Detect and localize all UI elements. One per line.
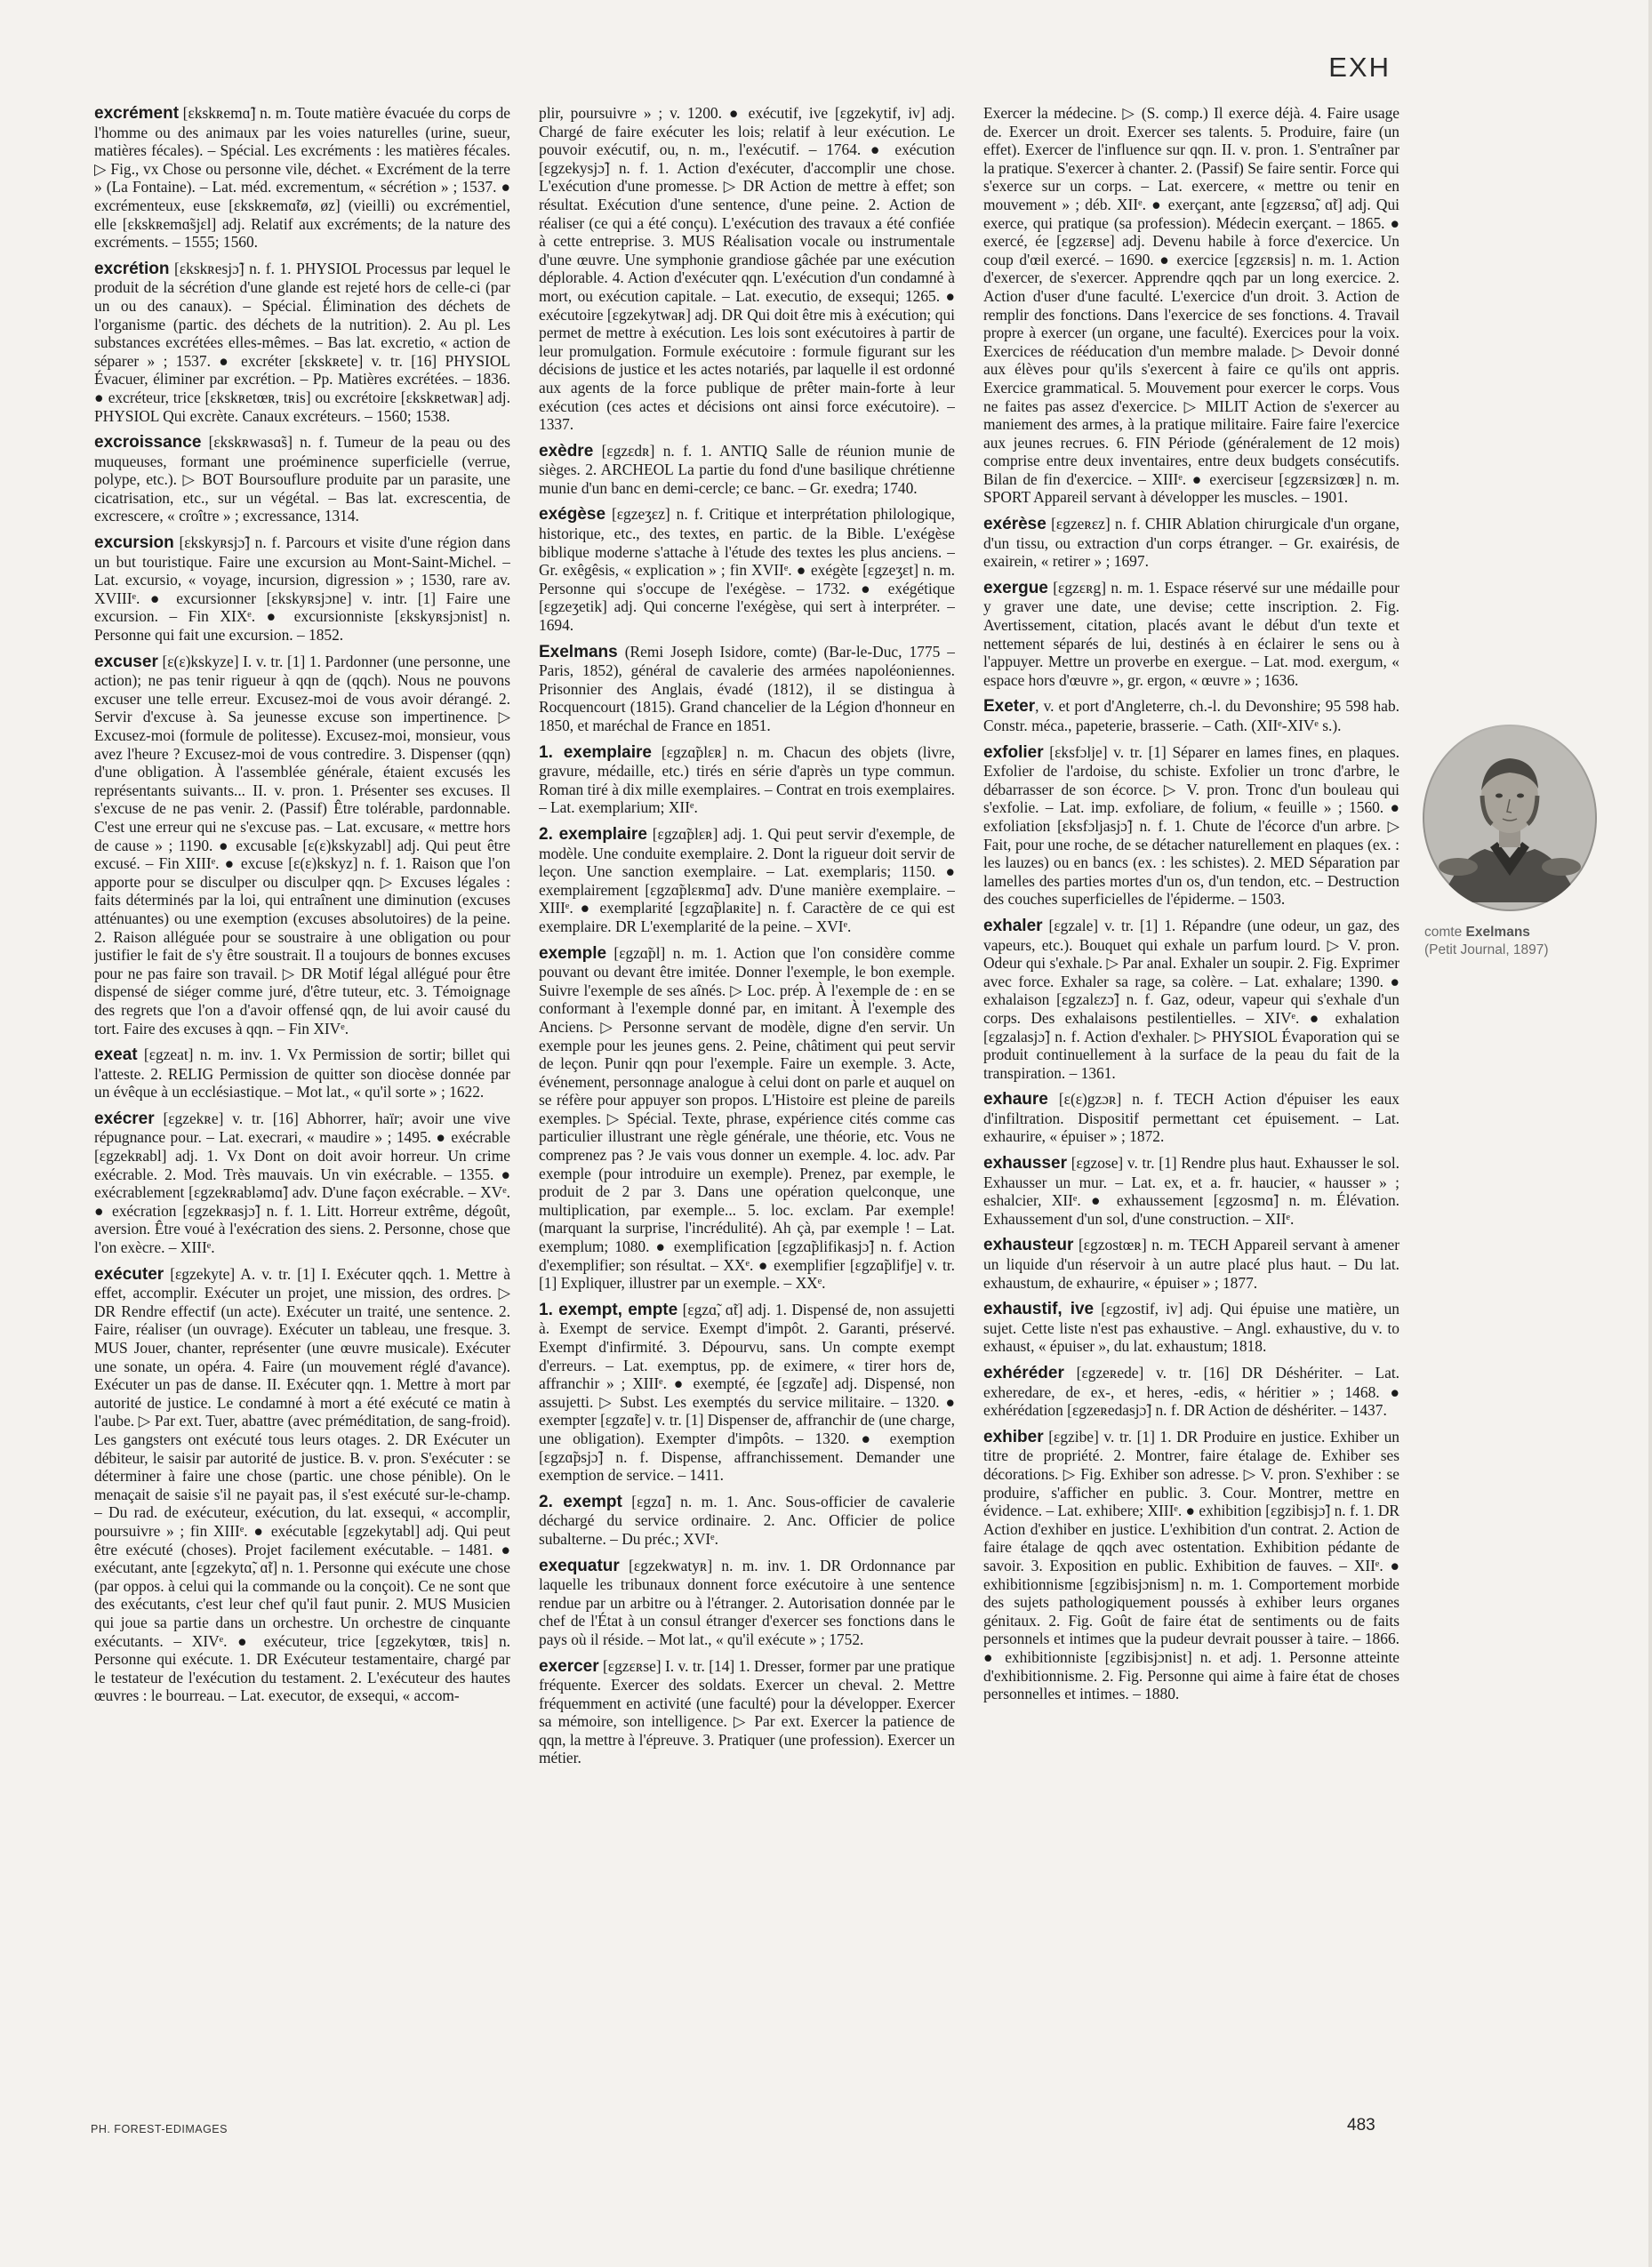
entry-headword: excuser (94, 652, 158, 671)
dictionary-entry (94, 433, 510, 525)
dictionary-entry (539, 1557, 955, 1649)
portrait-engraving-icon (1423, 725, 1597, 911)
entry-definition: [ɛgzeʀɛz] n. f. CHIR Ablation chirurgicale d'un organe, d'un tissu, ou extraction d'un corps étranger. – Gr. exairésis, de exairein, « retirer » ; 1697. (983, 515, 1399, 571)
entry-definition: [ɛgzekʀe] v. tr. [16] Abhorrer, haïr; avoir une vive répugnance pour. – Lat. execrari, « maudire » ; 1495. ● exécrable [ɛgzekʀabl] adj. 1. Vx Dont on doit avoir horreur. Un crime exécrable. 2. Mod. Très mauvais. Un vin exécrable. – 1355. ● exécrablement [ɛgzekʀabləmɑ̃] adv. D'une façon exécrable. – XVᵉ. ● exécration [ɛgzekʀasjɔ̃] n. f. 1. Litt. Horreur extrême, dégoût, aversion. Être voué à l'exécration des siens. 2. Personne, chose que l'on exècre. – XIIIᵉ. (94, 1109, 510, 1257)
entry-headword: exfolier (983, 742, 1044, 762)
entry-definition: [ɛgzɛdʀ] n. f. 1. ANTIQ Salle de réunion munie de sièges. 2. ARCHEOL La partie du fond d'une basilique chrétienne munie d'un banc en demi-cercle; ce banc. – Gr. exedra; 1740. (539, 441, 955, 497)
entry-definition: [ɛgzɛʀse] I. v. tr. [14] 1. Dresser, former par une pratique fréquente. Exercer des soldats. Exercer un cheval. 2. Mettre fréquemment en activité (une faculté) pour la développer. Exercer sa mémoire, son intelligence. ▷ Par ext. Exercer la patience de qqn, la mettre à l'épreuve. 3. Pratiquer (une profession). Exercer un métier. (539, 1656, 955, 1767)
entry-definition: Exercer la médecine. ▷ (S. comp.) Il exerce déjà. 4. Faire usage de. Exercer un droit. Exercer ses talents. 5. Produire, faire (un effet). Exercer de l'influence sur qqn. II. v. pron. 1. S'entraîner par la pratique. S'exercer à chanter. 2. (Passif) Se faire sentir. Force qui s'exerce sur un corps. – Lat. exercere, « mettre ou tenir en mouvement » ; déb. XIIᵉ. ● exerçant, ante [ɛgzɛʀsɑ̃, ɑ̃t] adj. Qui exerce, qui pratique (sa profession). Médecin exerçant. – 1865. ● exercé, ée [ɛgzɛʀse] adj. Devenu habile à force d'exercice. Un coup d'œil exercé. – 1690. ● exercice [ɛgzɛʀsis] n. m. 1. Action d'exercer, de s'exercer. Apprendre qqch par un long exercice. 2. Action d'user d'une faculté. L'exercice d'un droit. 3. Action de remplir des fonctions. Dans l'exercice de ses fonctions. 4. Travail propre à exercer (un organe, une faculté). Exercices pour la voix. Exercices de rééducation d'un membre malade. ▷ Devoir donné aux élèves pour qu'ils s'exercent à faire ce qu'ils ont appris. Exercice grammatical. 5. Mouvement pour exercer le corps. Vous ne faites pas assez d'exercice. ▷ MILIT Action de s'exercer au maniement des armes, à la pratique militaire. Faire faire l'exercice aux jeunes recrues. 6. FIN Période (généralement de 12 mois) comprise entre deux inventaires, entre deux budgets consécutifs. Bilan de fin d'exercice. – XIIIᵉ. ● exerciseur [ɛgzɛʀsizœʀ] n. m. SPORT Appareil servant à développer les muscles. – 1901. (983, 104, 1399, 507)
entry-definition: [ɛgzekwatyʀ] n. m. inv. 1. DR Ordonnance par laquelle les tribunaux donnent force exécutoire à une sentence rendue par un arbitre ou à l'étranger. 2. Autorisation donnée par le chef de l'État à un consul étranger d'exercer ses fonctions dans le pays où il réside. – Mot lat., « qu'il exécute » ; 1752. (539, 1556, 955, 1648)
dictionary-entry (983, 1236, 1399, 1292)
entry-headword: 1. exemplaire (539, 742, 652, 762)
entry-headword: exécrer (94, 1109, 155, 1128)
dictionary-entry (94, 533, 510, 645)
entry-definition: [ɛgzibe] v. tr. [1] 1. DR Produire en justice. Exhiber un titre de propriété. 2. Montrer, faire étalage de. Exhiber ses décorations. ▷ Fig. Exhiber son adresse. ▷ V. pron. S'exhiber : se produire, s'afficher en public. 3. Cour. Montrer, mettre en évidence. – Lat. exhibere; XIIIᵉ. ● exhibition [ɛgzibisjɔ̃] n. f. 1. DR Action d'exhiber en justice. L'exhibition d'un contrat. 2. Action de faire étalage de qqch avec ostentation. Exhibition pédante de savoir. 3. Exposition en public. Exhibition de fauves. – XIIᵉ. ● exhibitionnisme [ɛgzibisjɔnism] n. m. 1. Comportement morbide des sujets pathologiquement poussés à exhiber leurs organes génitaux. 2. Fig. Goût de faire état de sentiments ou de faits personnels et intimes que la pudeur devrait pousser à taire. – 1866. ● exhibitionniste [ɛgzibisjɔnist] n. et adj. 1. Personne atteinte d'exhibitionnisme. 2. Fig. Personne qui aime à faire état de choses personnelles et intimes. – 1880. (983, 1427, 1399, 1703)
dictionary-entry (539, 1657, 955, 1768)
entry-definition: , v. et port d'Angleterre, ch.-l. du Devonshire; 95 598 hab. Constr. méca., papeterie, brasserie. – Cath. (XIIᵉ-XIVᵉ s.). (983, 697, 1399, 734)
dictionary-entry (983, 1428, 1399, 1703)
entry-headword: excrément (94, 104, 180, 123)
dictionary-entry (94, 1109, 510, 1257)
entry-definition: [ɛkskʀwasɑ̃s] n. f. Tumeur de la peau ou des muqueuses, formant une proéminence superficielle (verrue, polype, etc.). ▷ BOT Boursouflure produite par un parasite, une cicatrisation, etc., sur un végétal. – Bas lat. excrescentia, de excrescere, « croître » ; excressance, 1314. (94, 433, 510, 525)
dictionary-entry (94, 1265, 510, 1705)
entry-headword: exequatur (539, 1556, 620, 1575)
entry-definition: [ɛgzale] v. tr. [1] 1. Répandre (une odeur, un gaz, des vapeurs, etc.). Bouquet qui exhale un parfum lourd. ▷ V. pron. Odeur qui s'exhale. ▷ Par anal. Exhaler un soupir. 2. Fig. Exprimer avec force. Exhaler sa rage, sa colère. – Lat. exhalare; 1390. ● exhalaison [ɛgzalɛzɔ̃] n. f. Gaz, odeur, vapeur qui s'exhale d'un corps. Des exhalaisons pestilentielles. – XIVᵉ. ● exhalation [ɛgzalasjɔ̃] n. f. Action d'exhaler. ▷ PHYSIOL Évaporation qui se produit continuellement à la surface de la peau du fait de la transpiration. – 1361. (983, 916, 1399, 1082)
dictionary-entry (94, 1045, 510, 1101)
entry-definition: [ɛgzɑ̃] n. m. 1. Anc. Sous-officier de cavalerie déchargé du service ordinaire. 2. Anc. Officier de police subalterne. – Du préc.; XVIᵉ. (539, 1492, 955, 1548)
entry-headword: Exeter (983, 697, 1036, 717)
entry-headword: exhiber (983, 1427, 1044, 1446)
dictionary-entry (983, 579, 1399, 690)
entry-headword: 2. exempt (539, 1492, 622, 1511)
entry-definition: [ɛgzeʀede] v. tr. [16] DR Déshériter. – Lat. exheredare, de ex-, et heres, -edis, « héritier » ; 1468. ● exhérédation [ɛgzeʀedasjɔ̃] n. f. DR Action de déshériter. – 1437. (983, 1364, 1399, 1420)
entry-definition: [ɛ(ɛ)gzɔʀ] n. f. TECH Action d'épuiser les eaux d'infiltration. Dispositif permettant cet épuisement. – Lat. exhaurire, « épuiser » ; 1872. (983, 1090, 1399, 1146)
dictionary-entry (539, 743, 955, 817)
dictionary-entry (539, 505, 955, 634)
dictionary-entry (983, 104, 1399, 507)
page-edge (1648, 0, 1652, 2267)
entry-definition: [ɛgzekyte] A. v. tr. [1] I. Exécuter qqch. 1. Mettre à effet, accomplir. Exécuter un projet, une mission, des ordres. ▷ DR Rendre effectif (un acte). Exécuter un traité, une sentence. 2. Faire, réaliser (un ouvrage). Exécuter un tableau, une fresque. 3. MUS Jouer, chanter, représenter (une œuvre musicale). Exécuter une sonate, un opéra. 4. Faire (un mouvement réglé d'avance). Exécuter un pas de danse. II. Exécuter qqn. 1. Mettre à mort par autorité de justice. Le condamné à mort a été exécuté ce matin à l'aube. ▷ Par ext. Tuer, abattre (avec préméditation, de sang-froid). Les gangsters ont exécuté tous leurs otages. 2. DR Exécuter un débiteur, le saisir par autorité de justice. B. v. pron. S'exécuter : se déterminer à faire une chose (partic. une chose pénible). On le menaçait de saisie s'il ne payait pas, il s'est exécuté sur-le-champ. – Du rad. de exécuteur, exécution, du lat. exsequi, « accomplir, poursuivre » ; fin XIIIᵉ. ● exécutable [ɛgzekytabl] adj. Qui peut être exécuté (choses). Projet facilement exécutable. – 1481. ● exécutant, ante [ɛgzekytɑ̃, ɑ̃t] n. 1. Personne qui exécute une chose (par oppos. à celui qui la commande ou la conçoit). Ce ne sont que des exécutants, c'est leur chef qu'il faut punir. 2. MUS Musicien qui joue sa partie dans un orchestre. Un orchestre de cinquante exécutants. – XIVᵉ. ● exécuteur, trice [ɛgzekytœʀ, tʀis] n. Personne qui exécute. 1. DR Exécuteur testamentaire, chargé par le testateur de l'exécution du testament. 2. L'exécuteur des hautes œuvres : le bourreau. – Lat. executor, de exsequi, « accom- (94, 1264, 510, 1705)
entry-headword: exhaustif, ive (983, 1300, 1095, 1319)
portrait-caption (1423, 924, 1600, 959)
caption-source: (Petit Journal, 1897) (1424, 942, 1549, 957)
dictionary-entry (94, 260, 510, 425)
dictionary-entry (539, 1493, 955, 1549)
entry-definition: [ɛgzostif, iv] adj. Qui épuise une matière, un sujet. Cette liste n'est pas exhaustive. – Angl. exhaustive, du v. to exhaust, « épuiser », du lat. exhaustum; 1818. (983, 1300, 1399, 1356)
dictionary-entry (539, 825, 955, 936)
entry-headword: exeat (94, 1045, 138, 1065)
dictionary-entry (539, 944, 955, 1293)
dictionary-entry (539, 104, 955, 434)
entry-headword: exergue (983, 578, 1048, 597)
entry-definition: [ɛgzeʒɛz] n. f. Critique et interprétation philologique, historique, etc., des textes, en partic. de la Bible. L'exégèse biblique moderne s'attache à l'étude des textes les plus anciens. – Gr. exêgêsis, « explication » ; fin XVIIᵉ. ● exégète [ɛgzeʒɛt] n. m. Personne qui s'occupe de l'exégèse. – 1732. ● exégétique [ɛgzeʒetik] adj. Qui concerne l'exégèse, qui sert à interpréter. – 1694. (539, 505, 955, 635)
entry-definition: [ɛksfɔlje] v. tr. [1] Séparer en lames fines, en plaques. Exfolier de l'ardoise, du schiste. Exfolier un tronc d'arbre, le débarrasser de son écorce. ▷ V. pron. Tronc d'un bouleau qui s'exfolie. – Lat. imp. exfoliare, de folium, « feuille » ; 1560. ● exfoliation [ɛksfɔljasjɔ̃] n. f. 1. Chute de l'écorce d'un arbre. ▷ Fait, pour une roche, de se détacher naturellement en plaques (ex. : les lauzes) ou en bancs (ex. : les schistes). 2. MED Séparation par lamelles des parties mortes d'un os, d'un tendon, etc. – Destruction des couches superficielles de l'épiderme. – 1503. (983, 742, 1399, 909)
entry-headword: exhaure (983, 1090, 1048, 1109)
entry-headword: excrétion (94, 259, 170, 278)
entry-headword: exhausteur (983, 1236, 1074, 1255)
entry-headword: excursion (94, 533, 174, 553)
entry-headword: exégèse (539, 505, 606, 525)
entry-headword: exemple (539, 943, 607, 963)
entry-headword: exercer (539, 1656, 599, 1676)
caption-prefix: comte (1424, 925, 1463, 940)
entry-headword: exhaler (983, 916, 1043, 935)
portrait-figure (1423, 725, 1600, 959)
entry-definition: [ɛgzɑ̃pl] n. m. 1. Action que l'on considère comme pouvant ou devant être imitée. Donner l'exemple, le bon exemple. Suivre l'exemple de ses aînés. ▷ Loc. prép. À l'exemple de : en se conformant à l'exemple donné par, en imitant. À l'exemple des Anciens. ▷ Personne servant de modèle, digne d'en servir. Un exemple pour les jeunes gens. 2. Peine, châtiment qui peut servir de leçon. Punir qqn pour l'exemple. Faire un exemple. 3. Acte, événement, personnage analogue à celui dont on parle et auquel on se réfère pour appuyer son propos. L'Histoire est pleine de pareils exemples. ▷ Spécial. Texte, phrase, expérience cités comme cas particulier illustrant une règle générale, une théorie, etc. Vous ne comprenez pas ? Je vais vous donner un exemple. 4. loc. adv. Par exemple (pour introduire un exemple). Prenez, par exemple, le produit de 2 par 3. Dans une opération quelconque, une multiplication, par exemple... 5. loc. exclam. Par exemple! (marquant la surprise, l'incrédulité). Ah çà, par exemple ! – Lat. exemplum; 1080. ● exemplification [ɛgzɑ̃plifikasjɔ̃] n. f. Action d'exemplifier; son résultat. – XXᵉ. ● exemplifier [ɛgzɑ̃plifje] v. tr. [1] Expliquer, illustrer par un exemple. – XXᵉ. (539, 943, 955, 1293)
entry-headword: exhéréder (983, 1364, 1064, 1382)
dictionary-entry (983, 1364, 1399, 1420)
entry-definition: plir, poursuivre » ; v. 1200. ● exécutif, ive [ɛgzekytif, iv] adj. Chargé de faire exécuter les lois; relatif à leur exécution. Le pouvoir exécutif, ou, n. m., l'exécutif. – 1764. ● exécution [ɛgzekysjɔ̃] n. f. 1. Action d'exécuter, d'accomplir une chose. L'exécution d'une promesse. ▷ DR Action de mettre à effet; son résultat. Exécution d'une sentence, d'une peine. 2. Action de réaliser (ce qui a été conçu). L'exécution des travaux a été confiée à cette entreprise. 3. MUS Réalisation vocale ou instrumentale d'une œuvre. Une symphonie grandiose gâchée par une exécution déplorable. 4. Action d'exécuter qqn. L'exécution d'un condamné à mort, ou exécution capitale. – Lat. executio, de exsequi; 1265. ● exécutoire [ɛgzekytwaʀ] adj. DR Qui doit être mis à exécution; qui permet de mettre à exécution. Les lois sont exécutoires à partir de leur promulgation. Formule exécutoire : formule figurant sur les décisions de justice et les actes notariés, par laquelle il est ordonné aux agents de la force publique de prêter main-forte à leur exécution (ces actes et décisions ont ainsi force exécutoire). – 1337. (539, 104, 955, 434)
entry-definition: [ɛgzɑ̃, ɑ̃t] adj. 1. Dispensé de, non assujetti à. Exempt de service. Exempt d'impôt. 2. Garanti, préservé. Exempt d'infirmité. 3. Dépourvu, sans. Un compte exempt d'erreurs. – Lat. exemptus, pp. de eximere, « tirer hors de, affranchir » ; XIIIᵉ. ● exempté, ée [ɛgzɑ̃te] adj. Dispensé, non assujetti. ▷ Subst. Les exemptés du service militaire. – 1320. ● exempter [ɛgzɑ̃te] v. tr. [1] Dispenser de, affranchir de (une charge, une obligation). Exempter d'impôts. – 1320. ● exemption [ɛgzɑ̃psjɔ̃] n. f. Dispense, affranchissement. Demander une exemption de service. – 1411. (539, 1300, 955, 1485)
page-number: 483 (1347, 2116, 1375, 2135)
entry-headword: excroissance (94, 433, 202, 453)
dictionary-entry (94, 104, 510, 252)
entry-definition: [ɛkskyʀsjɔ̃] n. f. Parcours et visite d'une région dans un but touristique. Faire une excursion au Mont-Saint-Michel. – Lat. excursio, « voyage, incursion, digression » ; 1530, rare av. XVIIIᵉ. ● excursionner [ɛkskyʀsjɔne] v. intr. [1] Faire une excursion. – Fin XIXᵉ. ● excursionniste [ɛkskyʀsjɔnist] n. Personne qui fait une excursion. – 1852. (94, 533, 510, 645)
entry-headword: 2. exemplaire (539, 824, 647, 844)
entry-definition: [ɛgzɑ̃plɛʀ] adj. 1. Qui peut servir d'exemple, de modèle. Une conduite exemplaire. 2. Dont la rigueur doit servir de leçon. Une sanction exemplaire. – Lat. exemplaris; 1150. ● exemplairement [ɛgzɑ̃plɛʀmɑ̃] adv. D'une manière exemplaire. – XIIIᵉ. ● exemplarité [ɛgzɑ̃plaʀite] n. f. Caractère de ce qui est exemplaire. DR L'exemplarité de la peine. – XVIᵉ. (539, 824, 955, 935)
entry-definition: [ɛkskʀesjɔ̃] n. f. 1. PHYSIOL Processus par lequel le produit de la sécrétion d'une glande est rejeté hors de celle-ci (par un ou des canaux). – Spécial. Élimination des déchets de l'organisme (partic. des déchets de la nutrition). 2. Au pl. Les substances excrétées elles-mêmes. – Bas lat. excretio, « action de séparer » ; 1537. ● excréter [ɛkskʀete] v. tr. [16] PHYSIOL Évacuer, éliminer par excrétion. – Pp. Matières excrétées. – 1836. ● excréteur, trice [ɛkskʀetœʀ, tʀis] ou excrétoire [ɛkskʀetwaʀ] adj. PHYSIOL Qui excrète. Canaux excréteurs. – 1560; 1538. (94, 259, 510, 425)
dictionary-entry (983, 1154, 1399, 1228)
dictionary-entry (94, 653, 510, 1037)
dictionary-entry (983, 1090, 1399, 1146)
dictionary-entry (983, 743, 1399, 909)
entry-definition: [ɛgzose] v. tr. [1] Rendre plus haut. Exhausser le sol. Exhausser un mur. – Lat. ex, et a. fr. haucier, « hausser » ; eshalcier, XIIᵉ. ● exhaussement [ɛgzosmɑ̃] n. m. Élévation. Exhaussement d'un sol, d'une construction. – XIIᵉ. (983, 1154, 1399, 1228)
entry-headword: exhausser (983, 1154, 1068, 1174)
entry-definition: [ɛgzɛʀg] n. m. 1. Espace réservé sur une médaille pour y graver une date, une devise; cette inscription. 2. Fig. Avertissement, citation, placés avant le début d'un texte et nettement séparés de lui, destinés à en éclairer le sens ou à l'appuyer. Mettre un proverbe en exergue. – Lat. mod. exergum, « espace hors d'œuvre », gr. ergon, « œuvre » ; 1636. (983, 578, 1399, 689)
entry-headword: exérèse (983, 515, 1047, 534)
photo-credit: PH. FOREST-EDIMAGES (91, 2123, 228, 2135)
entry-definition: [ɛgzɑ̃plɛʀ] n. m. Chacun des objets (livre, gravure, médaille, etc.) tirés en série d'après un type commun. Roman tiré à dix mille exemplaires. – Contrat en trois exemplaires. – Lat. exemplarium; XIIᵉ. (539, 742, 955, 817)
dictionary-entry (539, 643, 955, 735)
entry-definition: [ɛ(ɛ)kskyze] I. v. tr. [1] 1. Pardonner (une personne, une action); ne pas tenir rigueur à qqn de (qqch). Nous ne pouvons excuser une telle erreur. Excusez-moi de vous avoir dérangé. 2. Servir d'excuse à. Sa jeunesse excuse son impertinence. ▷ Excusez-moi (formule de politesse). Excusez-moi, monsieur, vous avez l'heure ? Excusez-moi de vous contredire. 3. Dispenser (qqn) d'une obligation. À l'assemblée générale, étaient excusés les représentants suivants... II. v. pron. 1. Présenter ses excuses. Il s'excuse de ne pas venir. 2. (Passif) Être tolérable, pardonnable. C'est une erreur qui ne s'excuse pas. – Lat. excusare, « mettre hors de cause » ; 1190. ● excusable [ɛ(ɛ)kskyzabl] adj. Qui peut être excusé. – Fin XIIIᵉ. ● excuse [ɛ(ɛ)kskyz] n. f. 1. Raison que l'on apporte pour se disculper ou disculper qqn. ▷ Excuses légales : faits déterminés par la loi, qui entraînent une diminution (excuses atténuantes) ou une exemption (excuses absolutoires) de la peine. 2. Raison alléguée pour se soustraire à une obligation ou pour justifier le fait de s'y être soustrait. Il a toujours de bonnes excuses pour ne pas faire son travail. ▷ DR Motif légal allégué pour être dispensé de siéger comme juré, d'être tuteur, etc. 3. Témoignage des regrets que l'on a d'avoir offensé qqn, de lui avoir causé du tort. Faire des excuses à qqn. – Fin XIVᵉ. (94, 652, 510, 1037)
caption-name: Exelmans (1465, 925, 1530, 940)
dictionary-entry (983, 697, 1399, 734)
dictionary-entry (983, 1300, 1399, 1356)
dictionary-entry (983, 515, 1399, 571)
entry-definition: [ɛkskʀemɑ̃] n. m. Toute matière évacuée du corps de l'homme ou des animaux par les voies naturelles (urine, sueur, matières fécales). – Spécial. Les excréments : les matières fécales. ▷ Fig., vx Chose ou personne vile, déchet. « Excrément de la terre » (La Fontaine). – Lat. méd. excrementum, « sécrétion » ; 1537. ● excrémenteux, euse [ɛkskʀemɑ̃tø, øz] (vieilli) ou excrémentiel, elle [ɛkskʀemɑ̃sjɛl] adj. Relatif aux excréments; de la nature des excréments. – 1555; 1560. (94, 104, 510, 252)
dictionary-entry (539, 442, 955, 498)
entry-headword: Exelmans (539, 642, 618, 661)
column-middle (539, 104, 955, 2087)
dictionary-entry (983, 917, 1399, 1082)
entry-definition: [ɛgzostœʀ] n. m. TECH Appareil servant à amener un liquide d'un réservoir à un autre placé plus haut. – Du lat. exhaustum, de exhaurire, « épuiser » ; 1877. (983, 1236, 1399, 1292)
column-right (983, 104, 1399, 2087)
entry-definition: (Remi Joseph Isidore, comte) (Bar-le-Duc, 1775 – Paris, 1852), général de cavalerie des armées napoléoniennes. Prisonnier des Anglais, évadé (1812), il se distingua à Rocquencourt (1815). Grand chancelier de la Légion d'honneur en 1850, et maréchal de France en 1851. (539, 642, 955, 734)
running-head: EXH (1328, 52, 1391, 83)
entry-headword: 1. exempt, empte (539, 1300, 678, 1319)
entry-definition: [ɛgzeat] n. m. inv. 1. Vx Permission de sortir; billet qui l'atteste. 2. RELIG Permission de quitter son diocèse donnée par un évêque à un ecclésiastique. – Mot lat., « qu'il sorte » ; 1622. (94, 1045, 510, 1101)
entry-headword: exèdre (539, 441, 594, 461)
dictionary-entry (539, 1301, 955, 1485)
entry-headword: exécuter (94, 1264, 164, 1284)
column-left (94, 104, 510, 2087)
